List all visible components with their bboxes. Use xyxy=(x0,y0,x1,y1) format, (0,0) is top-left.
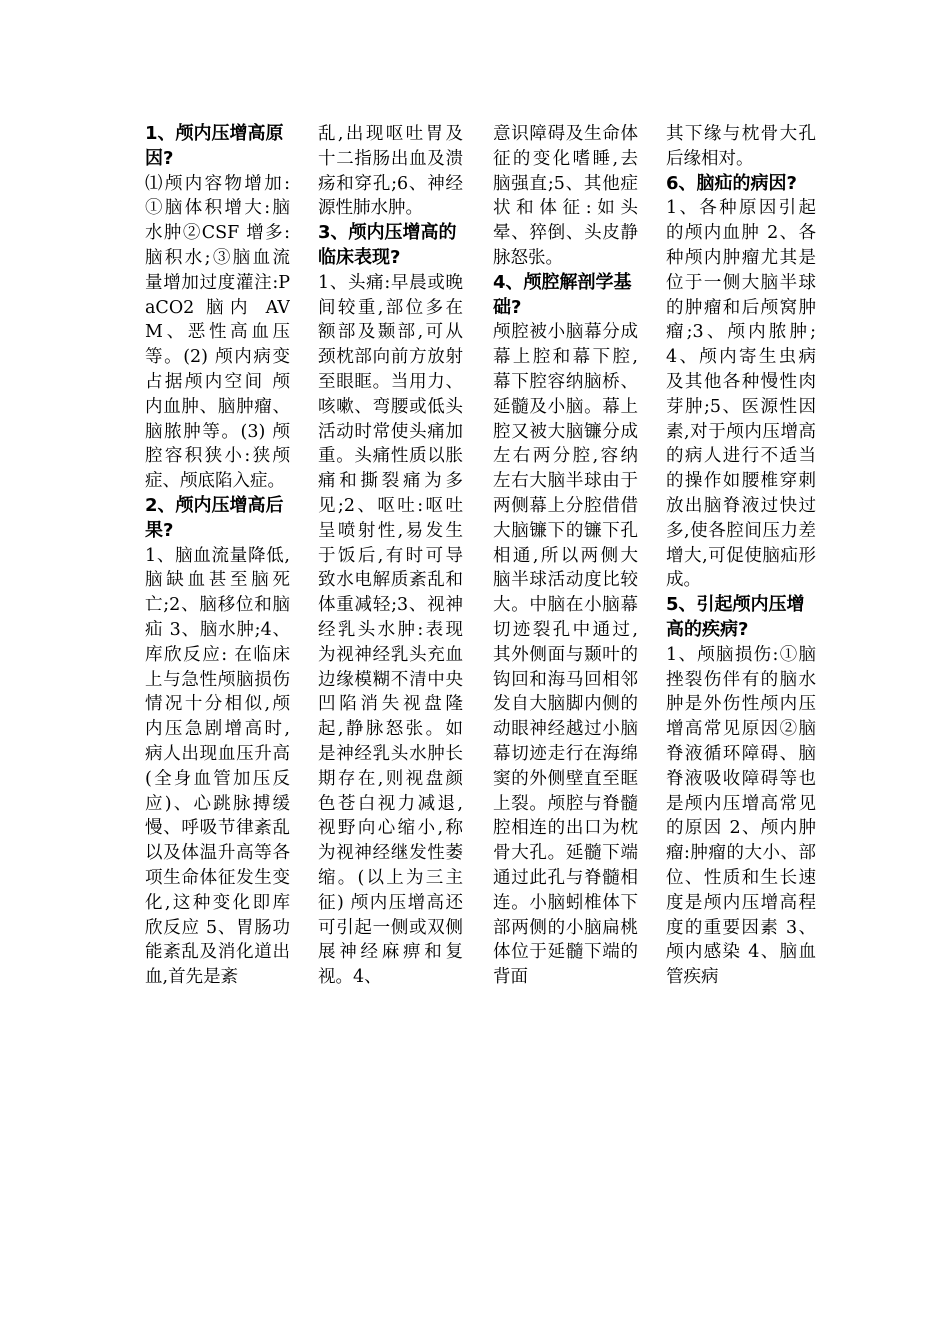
section-heading-1: 1、颅内压增高原因? xyxy=(145,123,284,169)
text-column-4 xyxy=(666,122,816,1242)
section-body-3-continued: 意识障碍及生命体征的变化嗜睡,去脑强直;5、其他症状和体征:如头晕、猝倒、头皮静脉怒张。 xyxy=(493,124,638,268)
section-body-5: 1、颅脑损伤:①脑挫裂伤伴有的脑水肿是外伤性颅内压增高常见原因②脑脊液循环障碍、脑脊液吸收障碍等也是颅内压增高常见的原因 2、颅内肿瘤:肿瘤的大小、部位、性质和生长速度是颅内压增高程度的重要因素 3、颅内感染 4、脑血管疾病 xyxy=(666,644,816,988)
text-column-2 xyxy=(318,122,463,1242)
section-heading-5: 5、引起颅内压增高的疾病? xyxy=(666,594,805,640)
section-body-6: 1、各种原因引起的颅内血肿 2、各种颅内肿瘤尤其是位于一侧大脑半球的肿瘤和后颅窝肿瘤;3、颅内脓肿;4、颅内寄生虫病及其他各种慢性肉芽肿;5、医源性因素,对于颅内压增高的病人进行不适当的操作如腰椎穿刺放出脑脊液过快过多,使各腔间压力差增大,可促使脑疝形成。 xyxy=(666,198,816,591)
section-body-1: ⑴颅内容物增加:①脑体积增大:脑水肿②CSF 增多:脑积水;③脑血流量增加过度灌注:PaCO2 脑内 AVM、恶性高血压等。(2) 颅内病变占据颅内空间 颅内血肿、脑肿瘤、脑脓肿等。(3) 颅腔容积狭小:狭颅症、颅底陷入症。 xyxy=(145,173,290,492)
section-body-4: 颅腔被小脑幕分成幕上腔和幕下腔,幕下腔容纳脑桥、延髓及小脑。幕上腔又被大脑镰分成左右两分腔,容纳左右大脑半球由于两侧幕上分腔借借大脑镰下的镰下孔相通,所以两侧大脑半球活动度比较大。中脑在小脑幕切迹裂孔中通过,其外侧面与颞叶的钩回和海马回相邻发自大脑脚内侧的动眼神经越过小脑幕切迹走行在海绵窦的外侧壁直至眶上裂。颅腔与脊髓腔相连的出口为枕骨大孔。延髓下端通过此孔与脊髓相连。小脑蚓椎体下部两侧的小脑扁桃体位于延髓下端的背面 xyxy=(493,322,638,988)
section-body-4-continued: 其下缘与枕骨大孔后缘相对。 xyxy=(666,124,816,169)
section-heading-6: 6、脑疝的病因? xyxy=(666,172,797,194)
section-heading-4: 4、颅腔解剖学基础? xyxy=(493,271,632,318)
section-heading-2: 2、颅内压增高后果? xyxy=(145,494,284,541)
text-column-3 xyxy=(493,122,638,1242)
text-column-1 xyxy=(145,122,290,1242)
section-body-3: 1、头痛:早晨或晚间较重,部位多在额部及颞部,可从颈枕部向前方放射至眼眶。当用力、咳嗽、弯腰或低头活动时常使头痛加重。头痛性质以胀痛和撕裂痛为多见;2、呕吐:呕吐呈喷射性,易发生于饭后,有时可导致水电解质紊乱和体重减轻;3、视神经乳头水肿:表现为视神经乳头充血边缘模糊不清中央凹陷消失视盘隆起,静脉怒张。如是神经乳头水肿长期存在,则视盘颜色苍白视力减退,视野向心缩小,称为视神经继发性萎缩。(以上为三主征) 颅内压增高还可引起一侧或双侧展神经麻痹和复视。4、 xyxy=(318,272,463,988)
section-body-2: 1、脑血流量降低,脑缺血甚至脑死亡;2、脑移位和脑疝 3、脑水肿;4、库欣反应: 在临床上与急性颅脑损伤情况十分相似,颅内压急剧增高时,病人出现血压升高(全身血管加压反应)、心跳脉搏缓慢、呼吸节律紊乱以及体温升高等各项生命体征发生变化,这种变化即库欣反应 5、胃肠功能紊乱及消化道出血,首先是紊 xyxy=(145,545,290,988)
section-heading-3: 3、颅内压增高的临床表现? xyxy=(318,222,457,268)
section-body-2-continued: 乱,出现呕吐胃及十二指肠出血及溃疡和穿孔;6、神经源性肺水肿。 xyxy=(318,124,463,219)
